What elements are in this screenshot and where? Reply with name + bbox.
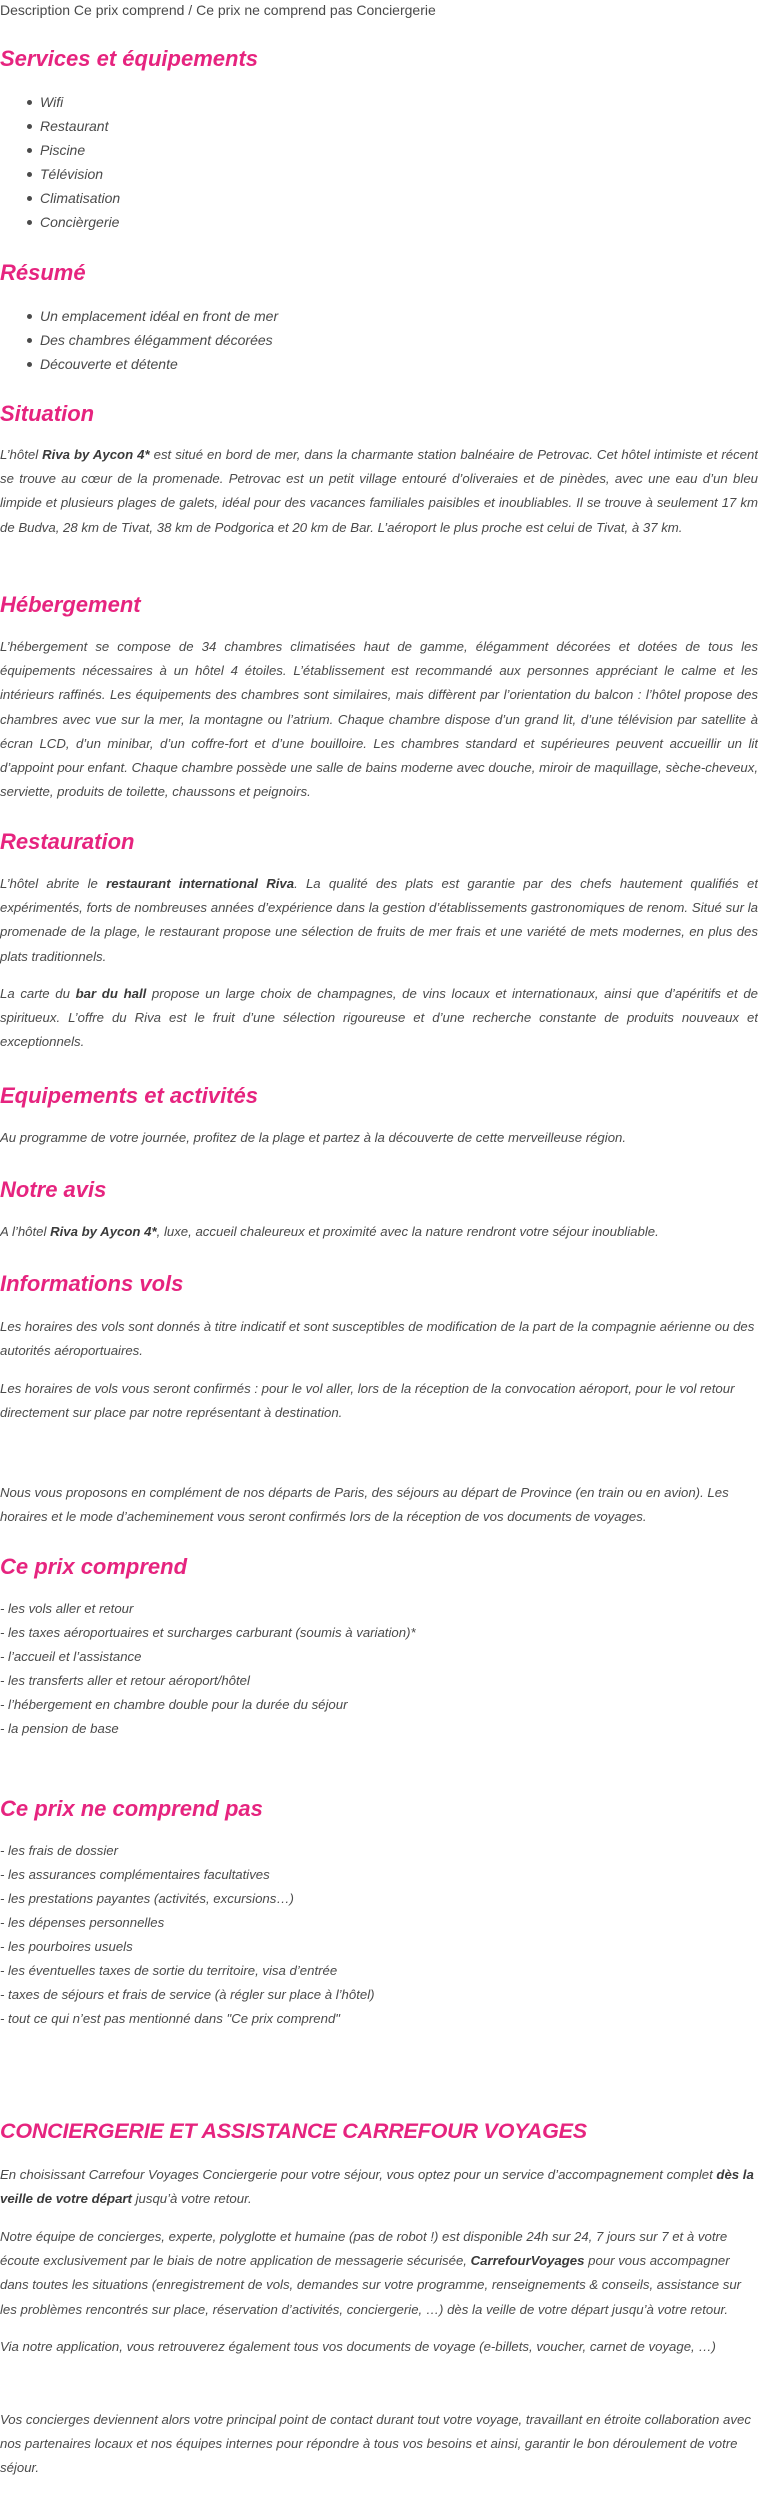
tab-conciergerie[interactable]: Conciergerie — [356, 2, 436, 18]
non-comprend-heading: Ce prix ne comprend pas — [0, 1796, 263, 1821]
services-list — [0, 90, 758, 234]
restauration-heading: Restauration — [0, 829, 135, 854]
vols-heading: Informations vols — [0, 1271, 184, 1296]
tab-price-includes[interactable]: Ce prix comprend / Ce prix ne comprend pas — [73, 2, 353, 18]
list-item: - les vols aller et retour — [0, 1601, 134, 1616]
services-heading: Services et équipements — [0, 46, 259, 71]
app-name: CarrefourVoyages — [470, 2253, 585, 2269]
list-item: - les pourboires usuels — [0, 1939, 133, 1954]
activites-heading: Equipements et activités — [0, 1083, 258, 1108]
situation-paragraph: L’hôtel Riva by Aycon 4* est situé en bord de mer, dans la charmante station balnéaire de Petrovac. Cet hôtel intimiste et récent se trouve au cœur de la promenade. Petrovac est un petit village entouré d’oliveraies et de pinèdes, avec une eau d’un bleu limpide et plusieurs plages de galets, idéal pour des vacances familiales paisibles et inoubliables. Il se trouve à seulement 17 km de Budva, 28 km de Tivat, 38 km de Podgorica et 20 km de Bar. L’aéroport le plus proche est celui de Tivat, à 37 km. — [0, 447, 758, 535]
list-item: - taxes de séjours et frais de service (à régler sur place à l’hôtel) — [0, 1987, 375, 2002]
restaurant-name: restaurant international Riva — [106, 876, 295, 891]
hebergement-heading: Hébergement — [0, 592, 141, 617]
list-item: - l’accueil et l’assistance — [0, 1649, 142, 1664]
situation-heading: Situation — [0, 401, 95, 426]
list-item: Découverte et détente — [0, 352, 758, 376]
resume-heading: Résumé — [0, 260, 86, 285]
vols-paragraph-2: Les horaires de vols vous seront confirmés : pour le vol aller, lors de la réception de la convocation aéroport, pour le vol retour directement sur place par notre représentant à destination. — [0, 1381, 735, 1421]
list-item: - les dépenses personnelles — [0, 1915, 165, 1930]
tab-description[interactable]: Description — [0, 2, 71, 18]
list-item: - l’hébergement en chambre double pour la durée du séjour — [0, 1697, 348, 1712]
list-item: - les prestations payantes (activités, excursions…) — [0, 1891, 294, 1906]
list-item: - les frais de dossier — [0, 1843, 118, 1858]
list-item: Wifi — [0, 90, 758, 114]
list-item: Restaurant — [0, 114, 758, 138]
resume-list — [0, 304, 758, 376]
list-item: Des chambres élégamment décorées — [0, 328, 758, 352]
vols-paragraph-1: Les horaires des vols sont donnés à titre indicatif et sont susceptibles de modification de la part de la compagnie aérienne ou des autorités aéroportuaires. — [0, 1319, 755, 1359]
list-item: Piscine — [0, 138, 758, 162]
non-comprend-list — [0, 1839, 758, 2031]
restauration-paragraph-1: L’hôtel abrite le restaurant international Riva. La qualité des plats est garantie par des chefs hautement qualifiés et expérimentés, forts de nombreuses années d’expérience dans la gestion d’établissements gastronomiques de renom. Situé sur la promenade de la plage, le restaurant propose une sélection de fruits de mer frais et une variété de mets modernes, en plus des plats traditionnels. — [0, 876, 758, 964]
list-item: - les taxes aéroportuaires et surcharges carburant (soumis à variation)* — [0, 1625, 416, 1640]
hotel-name: Riva by Aycon 4* — [50, 1224, 157, 1239]
list-item: Un emplacement idéal en front de mer — [0, 304, 758, 328]
list-item: Climatisation — [0, 186, 758, 210]
conciergerie-paragraph-1: En choisissant Carrefour Voyages Conciergerie pour votre séjour, vous optez pour un service d’accompagnement complet dès la veille de votre départ jusqu’à votre retour. — [0, 2167, 754, 2207]
list-item: Télévision — [0, 162, 758, 186]
list-item: - les transferts aller et retour aéroport/hôtel — [0, 1673, 250, 1688]
list-item: - les éventuelles taxes de sortie du territoire, visa d’entrée — [0, 1963, 338, 1978]
hebergement-paragraph: L’hébergement se compose de 34 chambres climatisées haut de gamme, élégamment décorées et dotées de tous les équipements nécessaires à un hôtel 4 étoiles. L’établissement est recommandé aux personnes appréciant le calme et les intérieurs raffinés. Les équipements des chambres sont similaires, mais diffèrent par l’orientation du balcon : l’hôtel propose des chambres avec vue sur la mer, la montagne ou l’atrium. Chaque chambre dispose d’un grand lit, d’une télévision par satellite à écran LCD, d’un minibar, d’un coffre-fort et d’une bouilloire. Les chambres standard et supérieures peuvent accueillir un lit d’appoint pour enfant. Chaque chambre possède une salle de bains moderne avec douche, miroir de maquillage, sèche-cheveux, serviette, produits de toilette, chaussons et peignoirs. — [0, 639, 758, 800]
comprend-heading: Ce prix comprend — [0, 1554, 188, 1579]
conciergerie-paragraph-2: Notre équipe de concierges, experte, polyglotte et humaine (pas de robot !) est disponible 24h sur 24, 7 jours sur 7 et à votre écoute exclusivement par le biais de notre application de messagerie sécurisée, CarrefourVoyages pour vous accompagner dans toutes les situations (enregistrement de vols, demandes sur votre programme, renseignements & conseils, assistance sur les problèmes rencontrés sur place, réservation d’activités, conciergerie, …) dès la veille de votre départ jusqu’à votre retour. — [0, 2229, 742, 2317]
conciergerie-paragraph-4: Vos concierges deviennent alors votre principal point de contact durant tout votre voyage, travaillant en étroite collaboration avec nos partenaires locaux et nos équipes internes pour répondre à tous vos besoins et ainsi, garantir le bon déroulement de votre séjour. — [0, 2412, 751, 2476]
restauration-paragraph-2: La carte du bar du hall propose un large choix de champagnes, de vins locaux et internationaux, ainsi que d’apéritifs et de spiritueux. L’offre du Riva est le fruit d’une sélection rigoureuse et d’une recherche constante de produits nouveaux et exceptionnels. — [0, 986, 758, 1050]
list-item: - les assurances complémentaires facultatives — [0, 1867, 270, 1882]
list-item: - tout ce qui n’est pas mentionné dans "Ce prix comprend" — [0, 2011, 340, 2026]
avis-heading: Notre avis — [0, 1177, 107, 1202]
conciergerie-paragraph-3: Via notre application, vous retrouverez également tous vos documents de voyage (e-billets, voucher, carnet de voyage, …) — [0, 2339, 716, 2354]
bar-name: bar du hall — [75, 986, 147, 1001]
highlight-text: dès la veille de votre départ — [0, 2167, 754, 2207]
activites-paragraph: Au programme de votre journée, profitez de la plage et partez à la découverte de cette merveilleuse région. — [0, 1130, 627, 1145]
list-item: - la pension de base — [0, 1721, 119, 1736]
comprend-list — [0, 1597, 758, 1741]
list-item: Concièrgerie — [0, 210, 758, 234]
vols-paragraph-3: Nous vous proposons en complément de nos départs de Paris, des séjours au départ de Province (en train ou en avion). Les horaires et le mode d’acheminement vous seront confirmés lors de la réception de vos documents de voyages. — [0, 1485, 729, 1525]
tab-bar — [0, 0, 758, 22]
hotel-name: Riva by Aycon 4* — [42, 447, 150, 462]
avis-paragraph: A l’hôtel Riva by Aycon 4*, luxe, accueil chaleureux et proximité avec la nature rendront votre séjour inoubliable. — [0, 1224, 659, 1239]
conciergerie-heading: CONCIERGERIE ET ASSISTANCE CARREFOUR VOYAGES — [0, 2119, 587, 2143]
